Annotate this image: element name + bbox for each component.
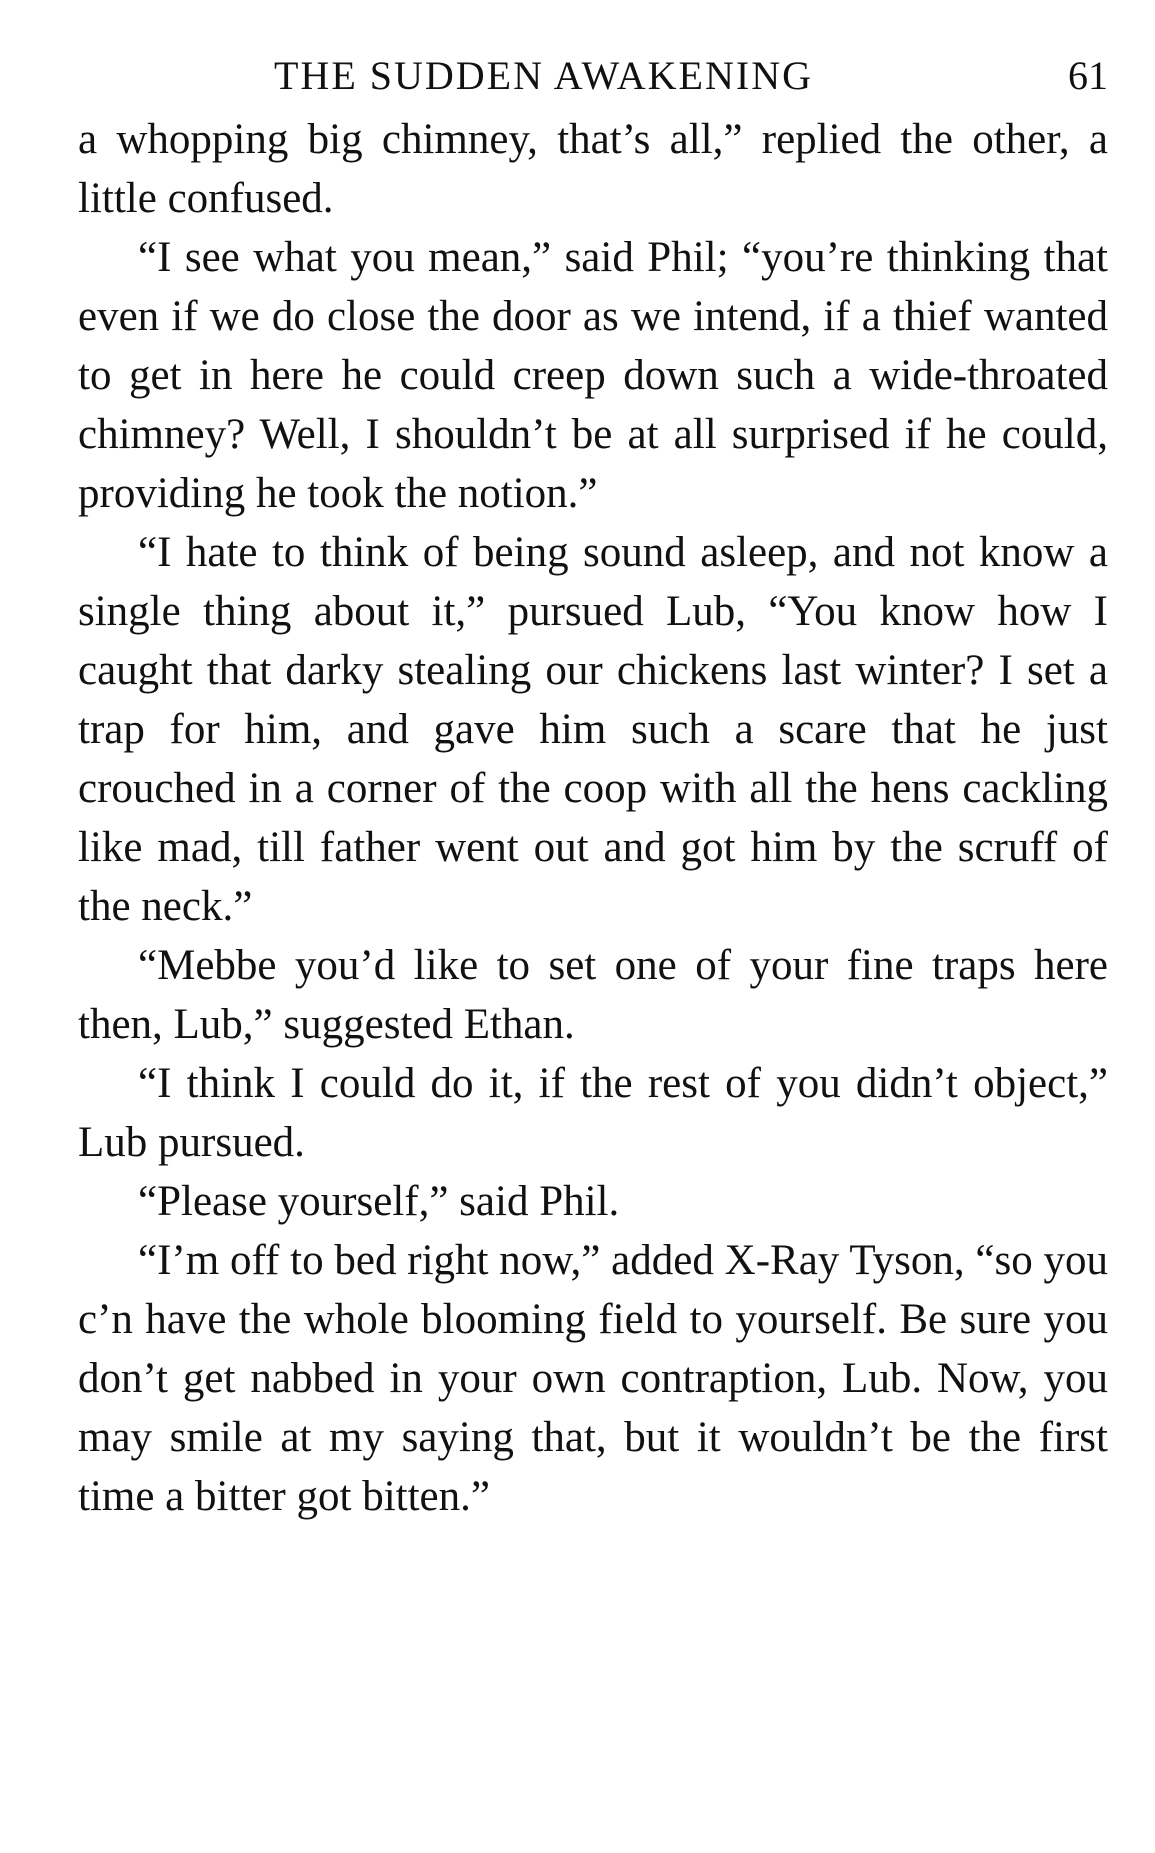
paragraph: “I think I could do it, if the rest of you didn’t object,” Lub pursued. bbox=[78, 1060, 1108, 1166]
paragraph: “Mebbe you’d like to set one of your fine traps here then, Lub,” suggested Ethan. bbox=[78, 942, 1108, 1048]
paragraph-continuation: a whopping big chimney, that’s all,” replied the other, a little confused. bbox=[78, 116, 1108, 222]
paragraph: “I see what you mean,” said Phil; “you’re thinking that even if we do close the door as we intend, if a thief wanted to get in here he could creep down such a wide-throated chimney? Well, I shouldn’t be at all surprised if he could, providing he took the notion.” bbox=[78, 234, 1108, 517]
running-title: THE SUDDEN AWAKENING bbox=[274, 53, 813, 98]
paragraph: “I’m off to bed right now,” added X-Ray Tyson, “so you c’n have the whole blooming field to yourself. Be sure you don’t get nabbed in your own contraption, Lub. Now, you may smile at my saying that, but it wouldn’t be the first time a bitter got bitten.” bbox=[78, 1237, 1108, 1520]
paragraph: “Please yourself,” said Phil. bbox=[138, 1178, 620, 1225]
page-number: 61 bbox=[1068, 53, 1108, 98]
book-page bbox=[78, 52, 1108, 1526]
body-text bbox=[78, 110, 1108, 1526]
paragraph: “I hate to think of being sound asleep, and not know a single thing about it,” pursued Lub, “You know how I caught that darky stealing our chickens last winter? I set a trap for him, and gave him such a scare that he just crouched in a corner of the coop with all the hens cackling like mad, till father went out and got him by the scruff of the neck.” bbox=[78, 529, 1108, 930]
running-head bbox=[78, 52, 1108, 110]
